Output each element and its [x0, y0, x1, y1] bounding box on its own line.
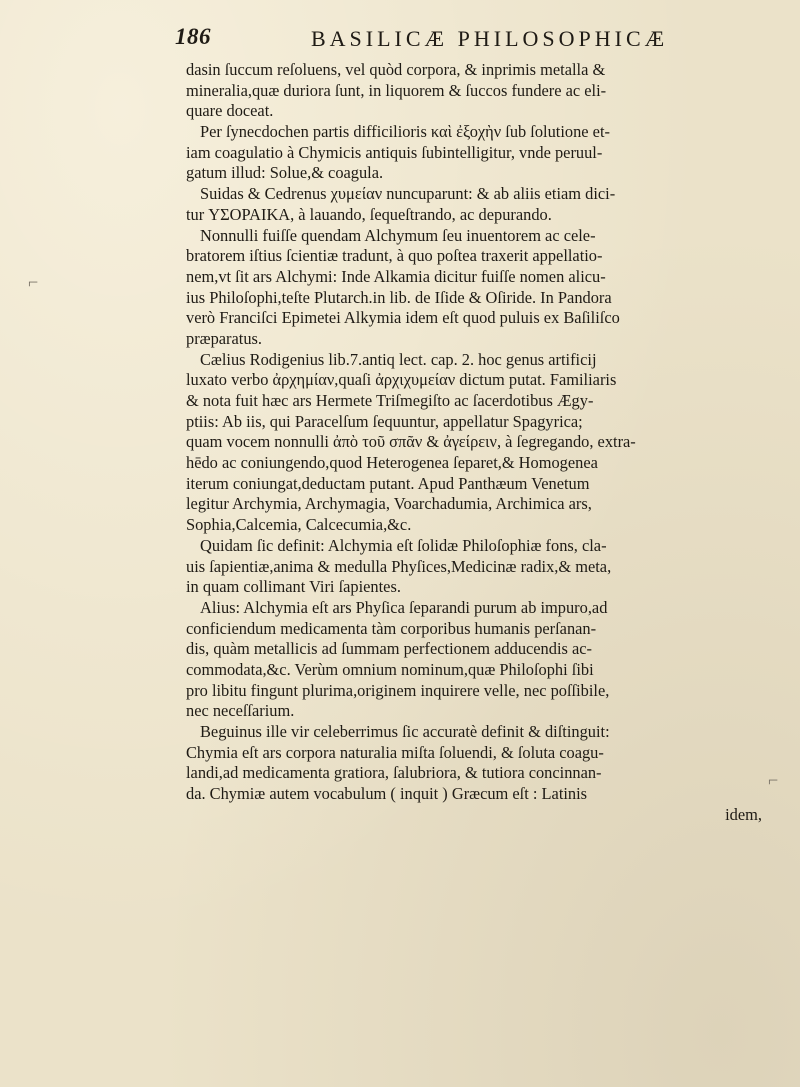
text-line: Suidas & Cedrenus χυμείαν nuncuparunt: & ab aliis etiam dici- — [200, 184, 616, 204]
text-line: pro libitu fingunt plurima,originem inquirere velle, nec poſſibile, — [186, 680, 610, 700]
text-line: commodata,&c. Verùm omnium nominum,quæ Philoſophi ſibi — [186, 659, 594, 679]
text-line: nec neceſſarium. — [186, 701, 295, 721]
text-line: Chymia eſt ars corpora naturalia miſta ſoluendi, & ſoluta coagu- — [186, 742, 604, 762]
text-line: Nonnulli fuiſſe quendam Alchymum ſeu inuentorem ac cele- — [200, 225, 596, 245]
text-line: landi,ad medicamenta gratiora, ſalubriora, & tutiora concinnan- — [186, 763, 602, 783]
body-text — [186, 60, 768, 825]
page-number: 186 — [175, 24, 211, 49]
margin-mark-icon: ⌐ — [28, 272, 39, 292]
text-line: quare doceat. — [186, 101, 274, 121]
text-line: Beguinus ille vir celeberrimus ſic accuratè definit & diſtinguit: — [200, 722, 610, 741]
text-line: præparatus. — [186, 328, 263, 348]
text-line: Cælius Rodigenius lib.7.antiq lect. cap. 2. hoc genus artificij — [200, 349, 597, 369]
text-line: quam vocem nonnulli ἀπὸ τοῦ σπᾶν & ἀγείρειν, à ſegregando, extra- — [186, 432, 636, 452]
text-line: Per ſynecdochen partis difficilioris καὶ ἐξοχὴν ſub ſolutione et- — [200, 122, 610, 142]
text-line: & nota fuit hæc ars Hermete Triſmegiſto ac ſacerdotibus Ægy- — [186, 391, 594, 410]
text-line: Alius: Alchymia eſt ars Phyſica ſeparandi purum ab impuro,ad — [200, 597, 608, 617]
text-line: dasin ſuccum reſoluens, vel quòd corpora, & inprimis metalla & — [186, 60, 606, 79]
text-line: verò Franciſci Epimetei Alkymia idem eſt quod puluis ex Baſiliſco — [186, 308, 620, 328]
page-header — [175, 18, 785, 62]
text-line: luxato verbo ἀρχημίαν,quaſi ἀρχιχυμείαν dictum putat. Familiaris — [186, 370, 617, 390]
text-line: in quam collimant Viri ſapientes. — [186, 577, 401, 597]
text-line: uis ſapientiæ,anima & medulla Phyſices,Medicinæ radix,& meta, — [186, 556, 612, 576]
text-line: nem,vt ſit ars Alchymi: Inde Alkamia dicitur fuiſſe nomen alicu- — [186, 266, 606, 286]
text-line: Quidam ſic definit: Alchymia eſt ſolidæ Philoſophiæ fons, cla- — [200, 535, 607, 555]
text-line: tur ΥΣΟΡΑΙΚΑ, à lauando, ſequeſtrando, ac depurando. — [186, 204, 552, 224]
text-line: mineralia,quæ duriora ſunt, in liquorem & ſuccos fundere ac eli- — [186, 80, 607, 100]
text-line: dis, quàm metallicis ad ſummam perfectionem adducendis ac- — [186, 639, 592, 659]
text-line: conficiendum medicamenta tàm corporibus humanis perſanan- — [186, 618, 597, 638]
text-line: legitur Archymia, Archymagia, Voarchadumia, Archimica ars, — [186, 494, 592, 514]
text-line: ius Philoſophi,teſte Plutarch.in lib. de Iſide & Oſiride. In Pandora — [186, 287, 612, 307]
text-line: iterum coniungat,deductam putant. Apud Panthæum Venetum — [186, 473, 590, 493]
text-line: bratorem iſtius ſcientiæ tradunt, à quo poſtea traxerit appellatio- — [186, 246, 603, 266]
text-line: da. Chymiæ autem vocabulum ( inquit ) Græcum eſt : Latinis — [186, 784, 588, 804]
text-line: iam coagulatio à Chymicis antiquis ſubintelligitur, vnde peruul- — [186, 142, 603, 162]
margin-mark-icon: ⌐ — [768, 770, 779, 790]
text-line: idem, — [725, 804, 762, 824]
text-line: Sophia,Calcemia, Calcecumia,&c. — [186, 515, 412, 535]
running-head: BASILICÆ PHILOSOPHICÆ — [311, 26, 669, 51]
text-line: gatum illud: Solue,& coagula. — [186, 163, 384, 183]
text-line: ptiis: Ab iis, qui Paracelſum ſequuntur, appellatur Spagyrica; — [186, 411, 583, 431]
text-line: hēdo ac coniungendo,quod Heterogenea ſeparet,& Homogenea — [186, 453, 598, 473]
